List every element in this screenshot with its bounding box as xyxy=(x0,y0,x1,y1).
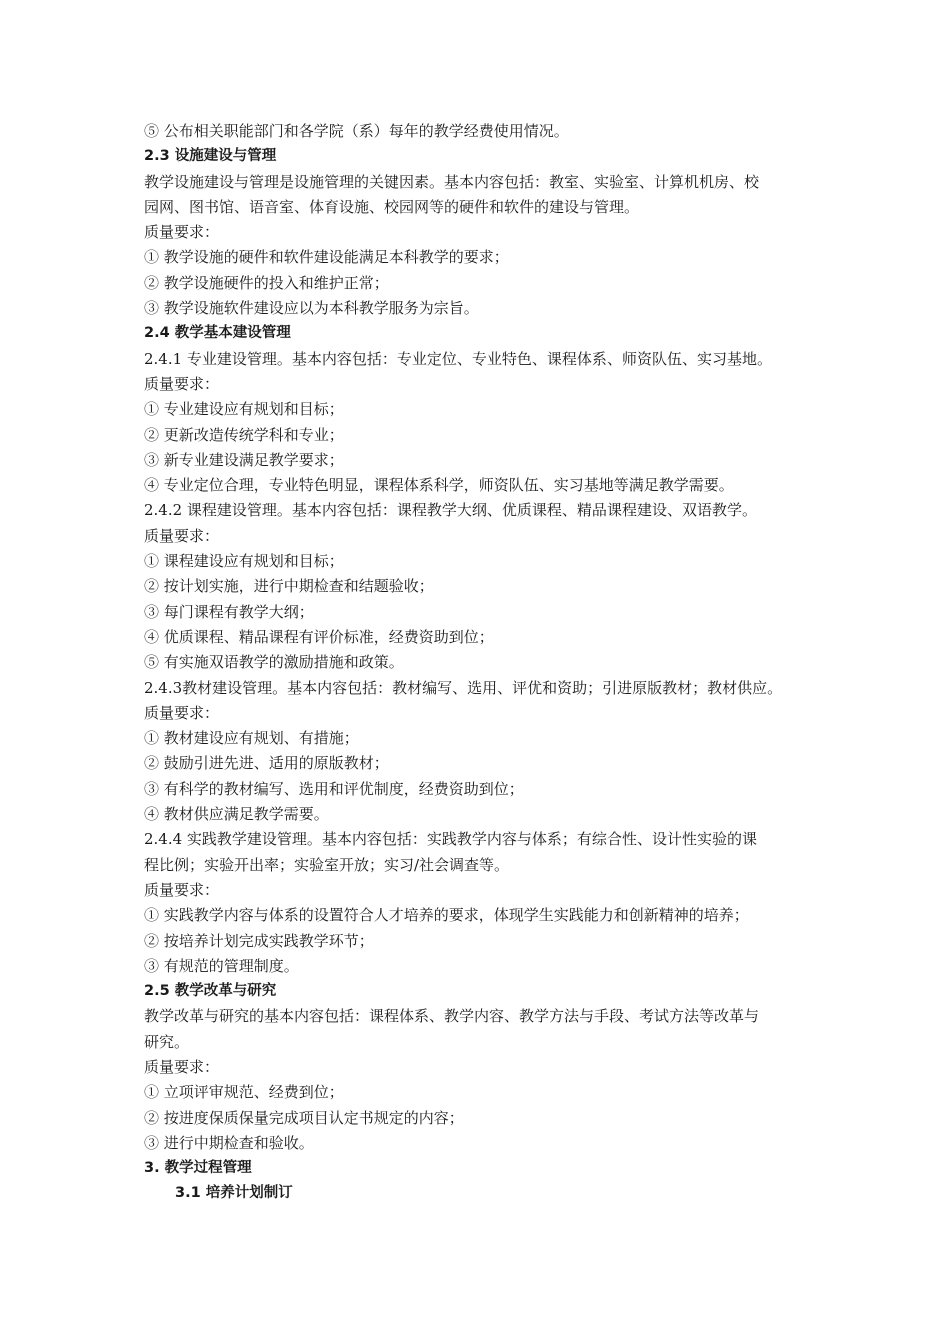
text-line: ② 教学设施硬件的投入和维护正常； xyxy=(144,273,389,292)
text-line: ⑤ 有实施双语教学的激励措施和政策。 xyxy=(144,653,404,672)
text-line: 教学改革与研究的基本内容包括：课程体系、教学内容、教学方法与手段、考试方法等改革与 xyxy=(144,1007,760,1026)
text-line: ① 专业建设应有规划和目标； xyxy=(144,400,344,419)
text-line: 质量要求： xyxy=(144,880,220,899)
text-line: ② 按计划实施，进行中期检查和结题验收； xyxy=(144,577,434,596)
text-line: 质量要求： xyxy=(144,1057,220,1076)
section-heading: 3. 教学过程管理 xyxy=(144,1160,252,1177)
section-heading: 2.3 设施建设与管理 xyxy=(144,148,277,165)
text-line: 园网、图书馆、语音室、体育设施、校园网等的硬件和软件的建设与管理。 xyxy=(144,197,640,216)
text-line: ⑤ 公布相关职能部门和各学院（系）每年的教学经费使用情况。 xyxy=(144,122,569,140)
text-line: ③ 每门课程有教学大纲； xyxy=(144,602,314,621)
text-line: ① 课程建设应有规划和目标； xyxy=(144,552,344,571)
text-line: ③ 新专业建设满足教学要求； xyxy=(144,450,344,469)
section-heading: 2.5 教学改革与研究 xyxy=(144,983,277,1000)
text-line: 2.4.1 专业建设管理。基本内容包括：专业定位、专业特色、课程体系、师资队伍、实习基地。 xyxy=(144,349,772,368)
text-line: 教学设施建设与管理是设施管理的关键因素。基本内容包括：教室、实验室、计算机机房、校 xyxy=(144,172,760,191)
text-line: ② 按培养计划完成实践教学环节； xyxy=(144,931,374,950)
text-line: 研究。 xyxy=(144,1032,190,1051)
text-line: ① 教材建设应有规划、有措施； xyxy=(144,729,359,748)
text-line: ④ 专业定位合理，专业特色明显，课程体系科学，师资队伍、实习基地等满足教学需要。 xyxy=(144,476,734,495)
text-line: 2.4.3教材建设管理。基本内容包括：教材编写、选用、评优和资助；引进原版教材；教材供应。 xyxy=(144,678,783,697)
text-line: ② 鼓励引进先进、适用的原版教材； xyxy=(144,754,389,773)
text-line: 质量要求： xyxy=(144,374,220,393)
section-heading: 3.1 培养计划制订 xyxy=(175,1185,293,1202)
text-line: ① 实践教学内容与体系的设置符合人才培养的要求，体现学生实践能力和创新精神的培养； xyxy=(144,906,749,925)
text-line: ③ 进行中期检查和验收。 xyxy=(144,1133,314,1152)
text-line: ③ 教学设施软件建设应以为本科教学服务为宗旨。 xyxy=(144,299,479,318)
text-line: ② 按进度保质保量完成项目认定书规定的内容； xyxy=(144,1108,464,1127)
text-line: ② 更新改造传统学科和专业； xyxy=(144,425,344,444)
section-heading: 2.4 教学基本建设管理 xyxy=(144,325,291,342)
text-line: ④ 优质课程、精品课程有评价标准，经费资助到位； xyxy=(144,627,494,646)
text-line: 2.4.2 课程建设管理。基本内容包括：课程教学大纲、优质课程、精品课程建设、双语教学。 xyxy=(144,501,757,520)
text-line: 2.4.4 实践教学建设管理。基本内容包括：实践教学内容与体系；有综合性、设计性实验的课 xyxy=(144,830,757,849)
text-line: 质量要求： xyxy=(144,223,220,242)
document-body xyxy=(144,119,824,1207)
text-line: ① 立项评审规范、经费到位； xyxy=(144,1083,344,1102)
text-line: 程比例；实验开出率；实验室开放；实习/社会调查等。 xyxy=(144,855,510,874)
text-line: ③ 有规范的管理制度。 xyxy=(144,956,299,975)
text-line: 质量要求： xyxy=(144,526,220,545)
text-line: ③ 有科学的教材编写、选用和评优制度，经费资助到位； xyxy=(144,779,524,798)
text-line: ① 教学设施的硬件和软件建设能满足本科教学的要求； xyxy=(144,248,509,267)
text-line: 质量要求： xyxy=(144,703,220,722)
text-line: ④ 教材供应满足教学需要。 xyxy=(144,805,329,824)
